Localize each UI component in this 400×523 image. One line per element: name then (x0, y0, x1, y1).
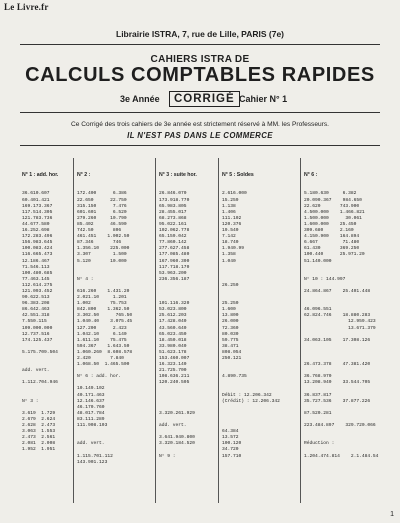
value-line: 20.090.367 984.650 (304, 197, 362, 203)
value-line: 7.550.115 (22, 319, 47, 325)
value-line: 53.963.200 (159, 270, 187, 276)
column-divider (218, 158, 219, 503)
value-line: 1.358 (222, 252, 236, 258)
column-divider (73, 158, 74, 503)
value-line: 5.180.630 6.382 (304, 191, 357, 197)
value-line: 808.054 (222, 349, 242, 355)
value-line: 21.725.700 (159, 368, 187, 374)
value-line: 87.520.281 (304, 410, 332, 416)
column-values (22, 191, 58, 453)
value-line: 96.383.208 (22, 301, 50, 307)
value-line: 12.737.516 (22, 331, 50, 337)
value-line: 38.471 (222, 343, 239, 349)
value-line: 2.081 2.008 (22, 441, 56, 447)
value-line: 3.307 1.500 (77, 252, 127, 258)
value-line: 22.620 743.900 (304, 203, 360, 209)
column-values (222, 191, 280, 459)
value-line: 309.680 2.160 (304, 228, 354, 234)
value-line: 121.093.452 (22, 288, 53, 294)
value-line: 172.283.496 (22, 234, 53, 240)
value-line: 12.146.637 (77, 398, 105, 404)
value-line: 87.346 746 (77, 240, 122, 246)
value-line: 36.837.817 (304, 392, 332, 398)
value-line: 167.960.300 (159, 258, 190, 264)
value-line: 10.149.102 (77, 386, 105, 392)
value-line: 18.740 (222, 240, 239, 246)
value-line: 25.612.203 (159, 313, 187, 319)
value-line: 3.641.940.800 (159, 435, 195, 441)
column-header: N° 6 : (304, 172, 318, 179)
value-line: 279.260 10.790 (77, 215, 127, 221)
value-line: 59.775 (222, 337, 239, 343)
value-line: 117.718.170 (159, 264, 190, 270)
publisher-line: Librairie ISTRA, 7, rue de Lille, PARIS (7e) (116, 29, 284, 39)
value-line: 3.302.50 765.50 (77, 313, 133, 319)
value-line: 1.068.50 1.465.500 (77, 362, 130, 368)
value-line: 100.083.424 (22, 246, 53, 252)
value-line: 1.060.260 8.608.578 (77, 349, 133, 355)
value-line: 842.800 1.362.50 (77, 307, 130, 313)
page-title: CALCULS COMPTABLES RAPIDES (25, 64, 375, 86)
notice-text: Ce Corrigé des trois cahiers de 3e année est strictement réservé à MM. les Professeurs. (71, 121, 329, 128)
value-line: 100.480.685 (22, 270, 53, 276)
column-header: N° 3 : suite hor. (159, 172, 197, 179)
value-line: 223.484.897 329.720.066 (304, 423, 376, 429)
value-line: 2.679 2.624 (22, 416, 56, 422)
value-line: 33.980.040 (159, 343, 187, 349)
value-line: 64.384 (222, 429, 239, 435)
value-line: 28.455.017 (159, 209, 187, 215)
value-line: 25.250 (222, 301, 239, 307)
value-line: 46.170.760 (77, 404, 105, 410)
value-line: 2.420 7.840 (77, 356, 124, 361)
value-line: 4.150.900 164.894 (304, 234, 360, 240)
value-line: 100.120 (222, 441, 242, 447)
value-line: 6.667 71.480 (304, 240, 360, 246)
value-line: 5.175.709.504 (22, 349, 58, 355)
value-line: 3.320.184.520 (159, 441, 195, 447)
column-header: N° 5 : Soldes (222, 172, 254, 179)
value-line: 26.250 (222, 282, 239, 288)
value-line: 35.727.536 37.877.226 (304, 398, 371, 404)
value-line: 108.636.211 (159, 374, 190, 380)
corrige-badge: CORRIGÉ (169, 91, 240, 107)
value-line: 13.208.940 33.544.705 (304, 380, 371, 386)
value-line: 65.159.042 (159, 234, 187, 240)
value-line: N° 6 : add. hor. (77, 374, 122, 380)
value-line: 1.040.40 3.075.45 (77, 319, 133, 325)
value-line: 1.500.000 30.061 (304, 215, 362, 221)
value-line: 36.768.970 (304, 374, 332, 380)
value-line: add. vert. (77, 441, 105, 447)
page-number: 1 (390, 511, 394, 518)
column-header: N° 1 : add. hor. (22, 172, 59, 179)
value-line: 169.173.367 (22, 203, 53, 209)
value-line: 1.600.000 25.450 (304, 221, 357, 227)
value-line: 116.665.473 (22, 252, 53, 258)
value-line: 3.063 1.553 (22, 429, 56, 435)
value-line: 85.402 46.590 (77, 221, 127, 227)
value-line: 250.121 (222, 356, 242, 361)
answer-column-3 (159, 160, 197, 472)
value-line: 100.440 25.971.20 (304, 252, 365, 258)
value-line: 13.800 (222, 313, 239, 319)
divider (20, 44, 380, 45)
column-values (159, 191, 197, 459)
watermark-label: Le Livre.fr (4, 2, 49, 12)
answer-column-1 (22, 160, 58, 466)
value-line: 143.901.123 (77, 459, 108, 465)
value-line: 1.002 75.753 (77, 301, 127, 307)
value-line: 121.783.736 (22, 215, 53, 221)
value-line: 95.022.161 (159, 221, 187, 227)
value-line: 1.356.10 225.000 (77, 246, 130, 252)
column-values (304, 191, 378, 459)
value-line: 68.273.868 (159, 215, 187, 221)
value-line: 1.406 (222, 209, 236, 215)
value-line: 22.650 22.750 (77, 197, 127, 203)
value-line: 61.430 369.250 (304, 246, 360, 252)
value-line: 51.623.178 (159, 349, 187, 355)
value-line: 77.860.142 (159, 240, 187, 246)
value-line: 48.017.784 (77, 410, 105, 416)
value-line: 36.610.607 (22, 191, 50, 197)
value-line: 77.463.145 (22, 276, 50, 282)
column-divider (300, 158, 301, 503)
value-line: 62.824.746 18.880.283 (304, 313, 371, 319)
value-line: 2.473 2.561 (22, 435, 56, 441)
value-line: 51.140.000 (304, 258, 332, 264)
value-line: 102.062.778 (159, 228, 190, 234)
value-line: 2.616.000 (222, 191, 247, 197)
value-line: 742.50 806 (77, 228, 122, 234)
value-line: 1.112.704.946 (22, 380, 58, 386)
value-line: 42.551.318 (22, 313, 50, 319)
value-line: 4.890.735 (222, 374, 247, 380)
value-line: 72.360 (222, 325, 239, 331)
value-line: Réduction : (304, 441, 335, 447)
value-line: add. vert. (159, 423, 187, 429)
column-divider (155, 158, 156, 503)
divider (20, 145, 380, 146)
value-line: N° 4 : (77, 276, 94, 282)
value-line: 86.642.463 (22, 307, 50, 313)
value-line: N° 10 : 144.997 (304, 276, 346, 282)
value-line: 80.030 (222, 331, 239, 337)
value-line: Débit : 12.206.342 (222, 392, 272, 398)
value-line: 53.023.800 (159, 307, 187, 313)
value-line: 236.356.187 (159, 276, 190, 282)
value-line: 1.952 1.951 (22, 447, 56, 453)
value-line: 111.908.103 (77, 423, 108, 429)
value-line: 101.116.320 (159, 301, 190, 307)
value-line: 594.367 1.643.50 (77, 343, 130, 349)
value-line: 156.983.645 (22, 240, 53, 246)
column-header: N° 2 : (77, 172, 91, 179)
value-line: 172.400 6.386 (77, 191, 127, 197)
value-line: 24.864.867 25.401.448 (304, 288, 371, 294)
value-line: 120.240.505 (159, 380, 190, 386)
value-line: 5.120 10.000 (77, 258, 127, 264)
value-line: 117.514.305 (22, 209, 53, 215)
value-line: 26.473.378 47.381.420 (304, 362, 371, 368)
value-line: 16.252.698 (22, 228, 50, 234)
value-line: 46.096.551 (304, 307, 332, 313)
value-line: 601.601 6.520 (77, 209, 127, 215)
value-line: 13.671.379 (304, 325, 376, 331)
value-line: 34.720 (222, 447, 239, 453)
value-line: 1.042.10 6.140 (77, 331, 127, 337)
value-line: 111.102 (222, 215, 242, 221)
value-line: 277.627.458 (159, 246, 190, 252)
value-line: (Crédit) : 12.206.342 (222, 398, 280, 404)
value-line: N° 9 : (159, 453, 176, 459)
value-line: 112.614.275 (22, 282, 53, 288)
value-line: 43.560.640 (159, 325, 187, 331)
value-line: 16.323.140 (159, 362, 187, 368)
value-line: 157.710 (222, 453, 242, 459)
value-line: 12.186.467 (22, 258, 50, 264)
value-line: 3.619 1.729 (22, 410, 56, 416)
notice-emphasis: IL N'EST PAS DANS LE COMMERCE (127, 131, 273, 140)
value-line: 153.460.007 (159, 356, 190, 361)
value-line: 40.171.463 (77, 392, 105, 398)
answer-column-4 (222, 160, 280, 472)
value-line: 90.622.513 (22, 295, 50, 301)
value-line: 1.204.474.814 2.1.484.54 (304, 453, 379, 459)
value-line: 1.138 (222, 203, 236, 209)
value-line: 60.401.421 (22, 197, 50, 203)
value-line: 17.428.040 (159, 319, 187, 325)
value-line: 109.000.000 (22, 325, 53, 331)
value-line: 26.000 (222, 319, 239, 325)
value-line: 127.200 2.423 (77, 325, 127, 331)
value-line: 12.959.423 (304, 319, 376, 325)
value-line: 1.115.701.112 (77, 453, 113, 459)
value-line: 1.040 (222, 258, 236, 264)
column-values (77, 191, 132, 465)
value-line: 177.085.480 (159, 252, 190, 258)
value-line: 2.628 2.473 (22, 423, 56, 429)
value-line: add. vert. (22, 368, 50, 374)
value-line: 34.063.105 17.308.126 (304, 337, 371, 343)
answer-column-2 (77, 160, 132, 478)
value-line: 15.259 (222, 197, 239, 203)
value-line: 65.983.805 (159, 203, 187, 209)
value-line: 3.320.261.929 (159, 410, 195, 416)
value-line: 315.150 7.476 (77, 203, 127, 209)
value-line: 2.021.10 1.201 (77, 295, 127, 301)
divider (20, 112, 380, 113)
series-label: CAHIERS ISTRA DE (150, 54, 250, 65)
value-line: 13.572 (222, 435, 239, 441)
value-line: 19.540 (222, 228, 239, 234)
value-line: 120.376 (222, 221, 242, 227)
value-line: 4.500.000 1.466.821 (304, 209, 365, 215)
value-line: 44.677.580 (22, 221, 50, 227)
value-line: 26.846.070 (159, 191, 187, 197)
value-line: 174.125.437 (22, 337, 53, 343)
value-line: 71.546.113 (22, 264, 50, 270)
value-line: 1.600 (222, 307, 236, 313)
answer-column-5 (304, 160, 378, 472)
value-line: 461.451 1.002.50 (77, 234, 130, 240)
value-line: 616.260 1.431.20 (77, 288, 130, 294)
value-line: 65.023.450 (159, 331, 187, 337)
value-line: 1.611.10 75.475 (77, 337, 127, 343)
value-line: 7.142 (222, 234, 236, 240)
value-line: 173.918.770 (159, 197, 190, 203)
cahier-label: Cahier N° 1 (239, 94, 288, 104)
value-line: 1.940.99 (222, 246, 245, 252)
value-line: 83.111.289 (77, 416, 105, 422)
value-line: N° 3 : (22, 398, 39, 404)
value-line: 18.450.018 (159, 337, 187, 343)
year-label: 3e Année (120, 94, 160, 104)
